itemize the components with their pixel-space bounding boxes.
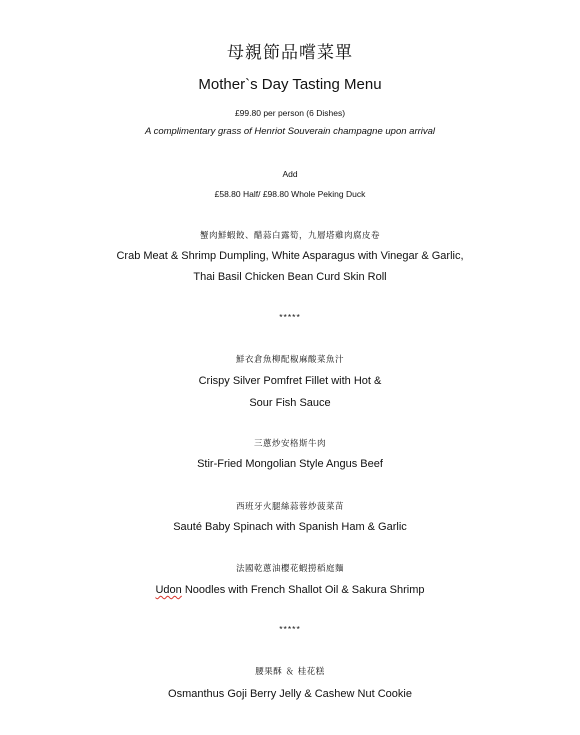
course-3-chinese: 三蔥炒安格斯牛肉: [253, 439, 326, 449]
section-separator-2: *****: [279, 624, 301, 634]
champagne-promo: A complimentary grass of Henriot Souverain champagne upon arrival: [144, 126, 436, 137]
peking-duck-addon: £58.80 Half/ £98.80 Whole Peking Duck: [214, 189, 366, 199]
menu-title-chinese: 母親節品嚐菜單: [227, 43, 353, 63]
menu-title-english: Mother`s Day Tasting Menu: [198, 76, 382, 93]
dessert-english: Osmanthus Goji Berry Jelly & Cashew Nut Cookie: [168, 688, 412, 700]
course-5-chinese: 法國乾蔥油櫻花蝦撈稻庭麵: [235, 564, 344, 574]
spellcheck-flagged-word: Udon: [155, 584, 182, 596]
course-1-english-line-1: Crab Meat & Shrimp Dumpling, White Asparagus with Vinegar & Garlic,: [116, 250, 464, 262]
course-2-english-line-1: Crispy Silver Pomfret Fillet with Hot &: [198, 375, 382, 387]
section-separator-1: *****: [279, 312, 301, 322]
course-5-english-rest: Noodles with French Shallot Oil & Sakura Shrimp: [181, 584, 425, 596]
course-2-chinese: 鮮衣倉魚柳配椒麻酸菜魚汁: [235, 355, 344, 365]
course-1-chinese: 蟹肉鮮蝦餃、醋蒜白露筍，九層塔雞肉腐皮卷: [199, 231, 380, 241]
course-1-english-line-2: Thai Basil Chicken Bean Curd Skin Roll: [193, 271, 387, 283]
course-4-chinese: 西班牙火腿絲蒜蓉炒菠菜苗: [235, 502, 344, 512]
course-2-english-line-2: Sour Fish Sauce: [249, 397, 331, 409]
course-5-english: [0, 584, 580, 596]
menu-price: £99.80 per person (6 Dishes): [234, 108, 346, 118]
dessert-chinese: 腰果酥 ＆ 桂花糕: [255, 667, 325, 677]
course-4-english: Sauté Baby Spinach with Spanish Ham & Garlic: [173, 521, 407, 533]
addon-label: Add: [282, 169, 298, 179]
course-3-english: Stir-Fried Mongolian Style Angus Beef: [197, 458, 383, 470]
